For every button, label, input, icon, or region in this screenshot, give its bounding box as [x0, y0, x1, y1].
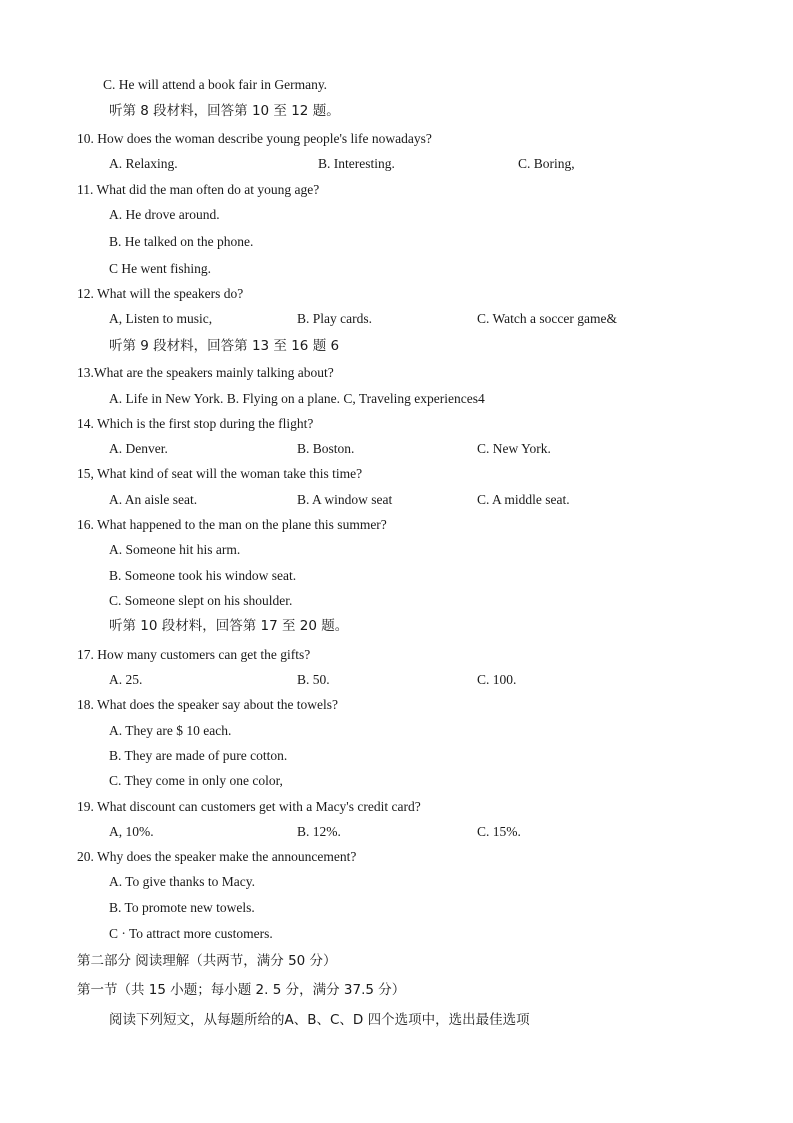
- q17-stem: 17. How many customers can get the gifts?: [77, 647, 311, 662]
- q10-stem: 10. How does the woman describe young people's life nowadays?: [77, 131, 432, 146]
- q16-stem: 16. What happened to the man on the plane this summer?: [77, 517, 387, 532]
- q15-option-a: A. An aisle seat.: [109, 492, 198, 507]
- q20-stem: 20. Why does the speaker make the announcement?: [77, 849, 357, 864]
- q19-stem: 19. What discount can customers get with a Macy's credit card?: [77, 799, 421, 814]
- q20-option-c: C · To attract more customers.: [109, 926, 273, 941]
- q18-option-b: B. They are made of pure cotton.: [109, 748, 288, 763]
- q17-option-a: A. 25.: [109, 672, 143, 687]
- q18-stem: 18. What does the speaker say about the towels?: [77, 697, 339, 712]
- material-8-instruction: 听第 8 段材料，回答第 10 至 12 题。: [109, 103, 340, 119]
- reading-instruction: 阅读下列短文，从每题所给的A、B、C、D 四个选项中，选出最佳选项: [109, 1012, 530, 1028]
- q12-option-b: B. Play cards.: [297, 311, 372, 326]
- q14-option-b: B. Boston.: [297, 441, 355, 456]
- q13-options: A. Life in New York. B. Flying on a plane. C, Traveling experiences4: [109, 391, 485, 406]
- q14-option-a: A. Denver.: [109, 441, 168, 456]
- q16-option-a: A. Someone hit his arm.: [109, 542, 241, 557]
- material-10-instruction: 听第 10 段材料，回答第 17 至 20 题。: [109, 618, 349, 634]
- q9-option-c: C. He will attend a book fair in Germany.: [103, 77, 328, 92]
- q11-stem: 11. What did the man often do at young age?: [77, 182, 320, 197]
- q20-option-b: B. To promote new towels.: [109, 900, 255, 915]
- q19-option-b: B. 12%.: [297, 824, 341, 839]
- q19-option-c: C. 15%.: [477, 824, 521, 839]
- q12-stem: 12. What will the speakers do?: [77, 286, 244, 301]
- q10-option-b: B. Interesting.: [318, 156, 395, 171]
- q12-option-c: C. Watch a soccer game&: [477, 311, 617, 326]
- q12-option-a: A, Listen to music,: [109, 311, 213, 326]
- q16-option-b: B. Someone took his window seat.: [109, 568, 297, 583]
- q11-option-a: A. He drove around.: [109, 207, 220, 222]
- q13-stem: 13.What are the speakers mainly talking about?: [77, 365, 334, 380]
- section-one-heading: 第一节（共 15 小题；每小题 2. 5 分，满分 37.5 分）: [77, 982, 406, 998]
- material-9-instruction: 听第 9 段材料，回答第 13 至 16 题 6: [109, 338, 340, 354]
- q19-option-a: A, 10%.: [109, 824, 154, 839]
- q14-option-c: C. New York.: [477, 441, 551, 456]
- q16-option-c: C. Someone slept on his shoulder.: [109, 593, 293, 608]
- q14-stem: 14. Which is the first stop during the flight?: [77, 416, 314, 431]
- q10-option-c: C. Boring,: [518, 156, 575, 171]
- q15-option-c: C. A middle seat.: [477, 492, 570, 507]
- q17-option-b: B. 50.: [297, 672, 330, 687]
- q10-option-a: A. Relaxing.: [109, 156, 178, 171]
- q11-option-b: B. He talked on the phone.: [109, 234, 254, 249]
- q18-option-a: A. They are $ 10 each.: [109, 723, 232, 738]
- q17-option-c: C. 100.: [477, 672, 517, 687]
- q20-option-a: A. To give thanks to Macy.: [109, 874, 256, 889]
- q15-option-b: B. A window seat: [297, 492, 393, 507]
- q18-option-c: C. They come in only one color,: [109, 773, 283, 788]
- q15-stem: 15, What kind of seat will the woman take this time?: [77, 466, 363, 481]
- part-two-heading: 第二部分 阅读理解（共两节，满分 50 分）: [77, 953, 337, 969]
- q11-option-c: C He went fishing.: [109, 261, 211, 276]
